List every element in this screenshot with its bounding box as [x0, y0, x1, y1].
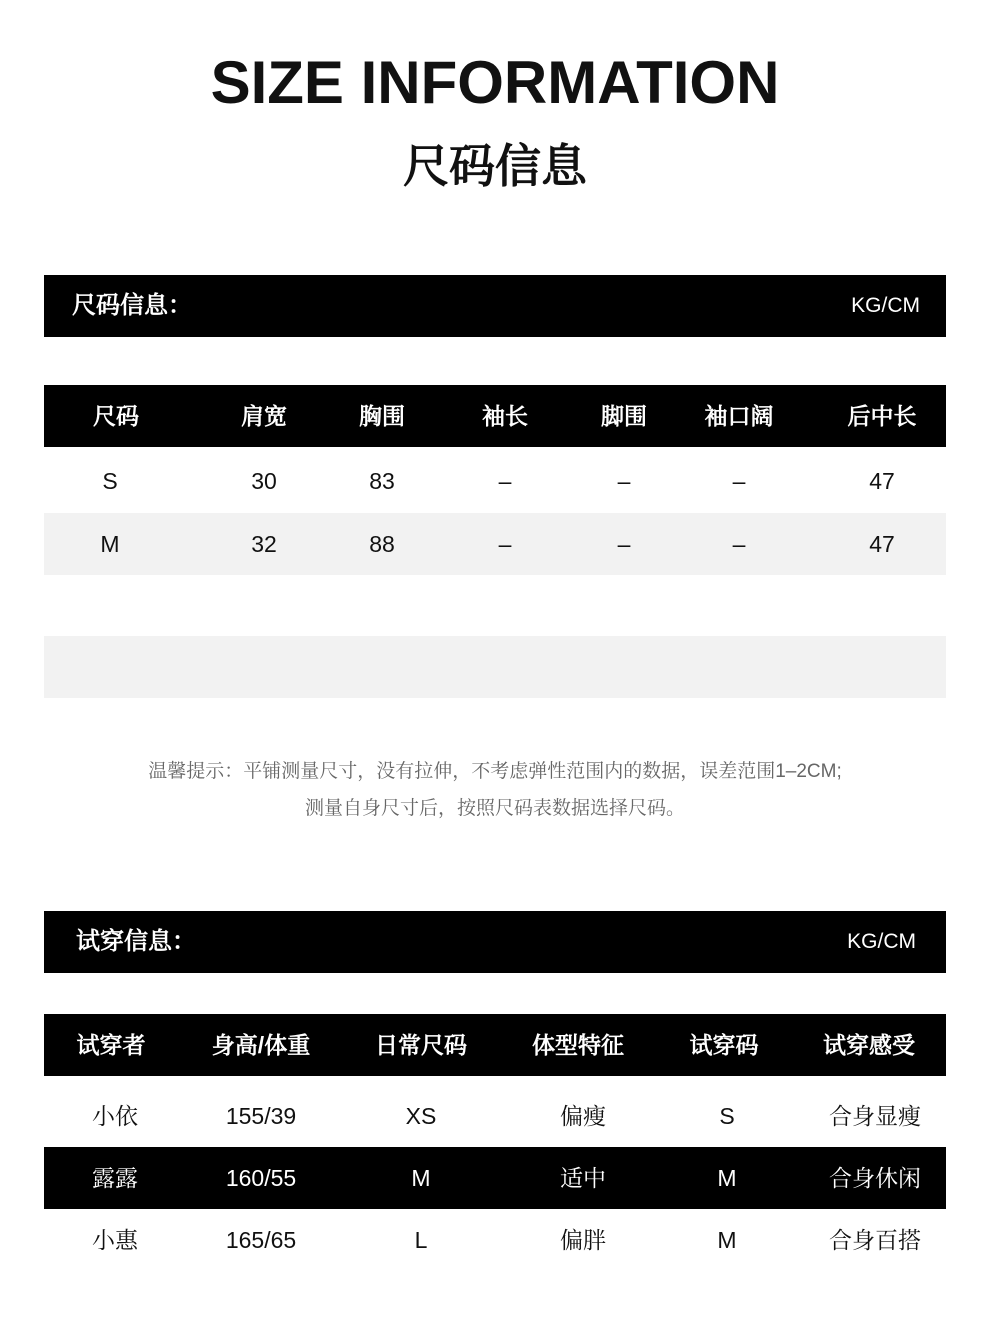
table-cell: 合身百搭: [829, 1227, 921, 1253]
table-cell: 适中: [560, 1165, 606, 1191]
table-row: [44, 1147, 946, 1209]
tryon-info-bar: [44, 911, 946, 973]
size-col-header: 袖口阔: [704, 403, 774, 429]
table-row: [44, 450, 946, 512]
table-cell: –: [498, 468, 512, 494]
table-cell: 47: [869, 468, 895, 494]
tryon-info-unit: KG/CM: [847, 930, 916, 953]
size-info-unit: KG/CM: [851, 294, 920, 317]
size-col-header: 肩宽: [241, 403, 287, 429]
table-cell: S: [719, 1103, 735, 1129]
table-cell: 155/39: [225, 1103, 297, 1129]
table-cell: 小依: [92, 1103, 138, 1129]
table-row: [44, 513, 946, 575]
table-cell: XS: [405, 1103, 437, 1129]
tryon-col-header: 试穿码: [689, 1032, 759, 1058]
table-cell: 47: [869, 531, 895, 557]
table-cell: 合身显瘦: [829, 1103, 921, 1129]
table-cell: –: [732, 468, 746, 494]
tryon-table-header: [44, 1014, 946, 1076]
size-info-bar: [44, 275, 946, 337]
tryon-col-header: 试穿感受: [823, 1032, 915, 1058]
table-cell: –: [732, 531, 746, 557]
size-col-header: 尺码: [93, 403, 139, 429]
tryon-col-header: 试穿者: [76, 1032, 146, 1058]
table-cell: L: [414, 1227, 428, 1253]
table-cell: M: [100, 531, 120, 557]
table-cell: 160/55: [225, 1165, 297, 1191]
tryon-info-label: 试穿信息：: [76, 928, 196, 955]
table-cell: 小惠: [92, 1227, 138, 1253]
empty-table-row: [44, 636, 946, 698]
table-cell: –: [617, 531, 631, 557]
table-cell: S: [102, 468, 118, 494]
table-cell: 偏胖: [560, 1227, 606, 1253]
table-cell: M: [717, 1165, 737, 1191]
table-row: [44, 1085, 946, 1147]
table-cell: –: [498, 531, 512, 557]
page-title-cn: 尺码信息: [403, 140, 587, 192]
tip-line-1: 温馨提示：平铺测量尺寸，没有拉伸，不考虑弹性范围内的数据，误差范围1–2CM;: [148, 761, 842, 782]
tryon-col-header: 日常尺码: [375, 1032, 467, 1058]
page-title-en: SIZE INFORMATION: [210, 49, 780, 116]
table-cell: 30: [251, 468, 277, 494]
table-cell: 88: [369, 531, 395, 557]
table-cell: –: [617, 468, 631, 494]
table-cell: 偏瘦: [560, 1103, 606, 1129]
size-col-header: 袖长: [482, 403, 528, 429]
tryon-col-header: 体型特征: [532, 1032, 624, 1058]
size-col-header: 胸围: [359, 403, 405, 429]
table-cell: 165/65: [225, 1227, 297, 1253]
tryon-col-header: 身高/体重: [211, 1032, 311, 1058]
size-table-header: [44, 385, 946, 447]
table-row: [44, 1209, 946, 1271]
table-cell: 32: [251, 531, 277, 557]
table-cell: 合身休闲: [829, 1165, 921, 1191]
size-col-header: 脚围: [601, 403, 647, 429]
tip-line-2: 测量自身尺寸后，按照尺码表数据选择尺码。: [304, 798, 685, 819]
size-info-label: 尺码信息：: [72, 292, 192, 319]
table-cell: M: [717, 1227, 737, 1253]
table-cell: 83: [369, 468, 395, 494]
table-cell: M: [411, 1165, 431, 1191]
table-cell: 露露: [92, 1165, 138, 1191]
size-col-header: 后中长: [847, 403, 917, 429]
